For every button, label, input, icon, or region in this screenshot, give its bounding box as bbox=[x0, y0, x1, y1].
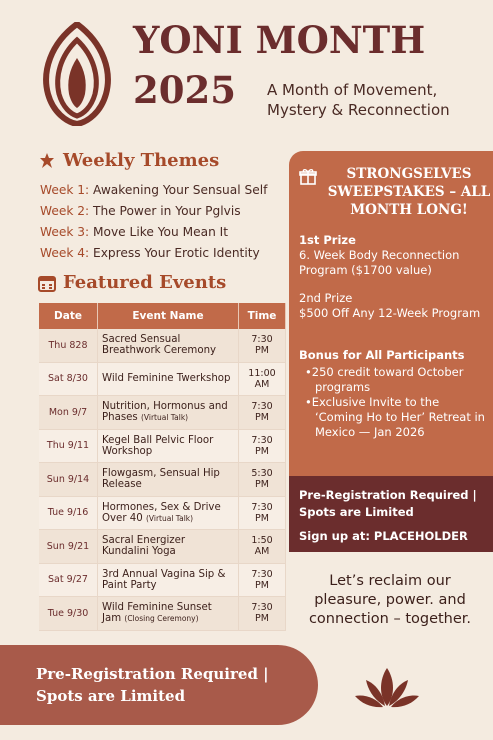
event-date: Sat 8/30 bbox=[39, 362, 98, 396]
calendar-icon bbox=[37, 274, 57, 292]
page-subtitle: A Month of Movement, Mystery & Reconnection bbox=[267, 81, 450, 119]
second-prize bbox=[299, 291, 489, 321]
theme-week: Week 4: bbox=[40, 246, 90, 260]
event-name: Sacral Energizer Kundalini Yoga bbox=[102, 535, 186, 558]
first-prize-text: 6. Week Body Reconnection Program ($1700 value) bbox=[299, 248, 460, 277]
event-name: Flowgasm, Sensual Hip Release bbox=[102, 468, 220, 491]
event-time: 5:30 PM bbox=[239, 463, 286, 497]
event-name-cell bbox=[98, 496, 239, 530]
table-row bbox=[39, 463, 286, 497]
event-time: 11:00 AM bbox=[239, 362, 286, 396]
event-name-cell bbox=[98, 329, 239, 362]
sparkle-icon bbox=[37, 152, 57, 170]
sweepstakes-panel bbox=[289, 151, 493, 476]
event-name: Wild Feminine Twerkshop bbox=[102, 373, 231, 385]
event-time: 7:30 PM bbox=[239, 563, 286, 597]
theme-item bbox=[40, 201, 267, 222]
closing-message: Let’s reclaim our pleasure, power. and connection – together. bbox=[308, 573, 472, 627]
event-time: 7:30 PM bbox=[239, 329, 286, 362]
theme-item bbox=[40, 222, 267, 243]
table-row bbox=[39, 597, 286, 631]
event-name: Sacred Sensual Breathwork Ceremony bbox=[102, 334, 217, 357]
theme-text: Move Like You Mean It bbox=[93, 225, 229, 239]
gift-icon bbox=[299, 167, 317, 185]
event-date: Tue 9/16 bbox=[39, 496, 98, 530]
event-name-cell bbox=[98, 530, 239, 564]
table-row bbox=[39, 563, 286, 597]
event-note: (Closing Ceremony) bbox=[124, 614, 199, 624]
theme-week: Week 1: bbox=[40, 183, 90, 197]
footer-banner bbox=[0, 645, 318, 725]
events-table-body bbox=[39, 329, 286, 630]
event-date: Sun 9/21 bbox=[39, 530, 98, 564]
event-name: Hormones, Sex & Drive Over 40 bbox=[102, 501, 221, 524]
event-date: Mon 9/7 bbox=[39, 396, 98, 430]
event-name-cell bbox=[98, 362, 239, 396]
event-name-cell bbox=[98, 597, 239, 631]
theme-item bbox=[40, 243, 267, 264]
sweepstakes-title: STRONGSELVES SWEEPSTAKES – ALL MONTH LONG! bbox=[327, 166, 491, 218]
event-name: 3rd Annual Vagina Sip & Paint Party bbox=[102, 568, 226, 591]
event-name: Kegel Ball Pelvic Floor Workshop bbox=[102, 434, 214, 457]
column-header-event: Event Name bbox=[98, 303, 239, 329]
event-time: 1:50 AM bbox=[239, 530, 286, 564]
event-name-cell bbox=[98, 396, 239, 430]
event-name: Nutrition, Hormonus and Phases bbox=[102, 401, 228, 424]
table-header-row bbox=[39, 303, 286, 329]
event-name-cell bbox=[98, 463, 239, 497]
column-header-time: Time bbox=[239, 303, 286, 329]
event-note: (Virtual Talk) bbox=[145, 513, 194, 523]
event-name: Wild Feminine Sunset Jam bbox=[102, 602, 212, 625]
registration-box bbox=[289, 476, 493, 552]
theme-week: Week 3: bbox=[40, 225, 90, 239]
event-date: Thu 9/11 bbox=[39, 429, 98, 463]
featured-events-title: Featured Events bbox=[63, 272, 227, 293]
footer-registration-text: Pre-Registration Required | Spots are Limited bbox=[36, 665, 269, 705]
table-row bbox=[39, 530, 286, 564]
page-title-year: 2025 bbox=[133, 68, 236, 112]
event-date: Tue 9/30 bbox=[39, 597, 98, 631]
second-prize-label: 2nd Prize bbox=[299, 291, 353, 305]
theme-week: Week 2: bbox=[40, 204, 90, 218]
event-date: Sat 9/27 bbox=[39, 563, 98, 597]
table-row bbox=[39, 396, 286, 430]
bonus-section bbox=[299, 348, 489, 440]
page-title: YONI MONTH bbox=[133, 18, 426, 62]
weekly-themes-title: Weekly Themes bbox=[63, 150, 220, 171]
event-time: 7:30 PM bbox=[239, 429, 286, 463]
bonus-item: •Exclusive Invite to the ‘Coming Ho to Her’ Retreat in Mexico — Jan 2026 bbox=[305, 395, 485, 439]
bonus-list bbox=[305, 365, 489, 440]
event-time: 7:30 PM bbox=[239, 496, 286, 530]
signup-link[interactable]: Sign up at: PLACEHOLDER bbox=[299, 529, 468, 543]
event-time: 7:30 PM bbox=[239, 597, 286, 631]
bonus-item: •250 credit toward October programs bbox=[305, 365, 464, 394]
registration-notice: Pre-Registration Required | Spots are Limited bbox=[299, 488, 477, 519]
theme-item bbox=[40, 180, 267, 201]
event-name-cell bbox=[98, 429, 239, 463]
theme-text: The Power in Your Pglvis bbox=[93, 204, 241, 218]
event-note: (Virtual Talk) bbox=[140, 413, 189, 423]
weekly-themes-heading bbox=[37, 150, 219, 171]
theme-text: Awakening Your Sensual Self bbox=[93, 183, 268, 197]
table-row bbox=[39, 429, 286, 463]
event-date: Sun 9/14 bbox=[39, 463, 98, 497]
sweepstakes-header bbox=[299, 165, 493, 219]
event-name-cell bbox=[98, 563, 239, 597]
second-prize-text: $500 Off Any 12-Week Program bbox=[299, 306, 481, 320]
column-header-date: Date bbox=[39, 303, 98, 329]
weekly-themes-list bbox=[40, 180, 267, 264]
table-row bbox=[39, 496, 286, 530]
table-row bbox=[39, 362, 286, 396]
event-time: 7:30 PM bbox=[239, 396, 286, 430]
table-row bbox=[39, 329, 286, 362]
theme-text: Express Your Erotic Identity bbox=[93, 246, 260, 260]
events-table bbox=[39, 303, 286, 631]
bonus-label: Bonus for All Participants bbox=[299, 348, 465, 362]
first-prize-label: 1st Prize bbox=[299, 233, 356, 247]
first-prize bbox=[299, 233, 489, 278]
event-date: Thu 828 bbox=[39, 329, 98, 362]
featured-events-heading bbox=[37, 272, 226, 293]
lotus-icon bbox=[352, 664, 422, 712]
yoni-symbol-icon bbox=[40, 22, 114, 126]
